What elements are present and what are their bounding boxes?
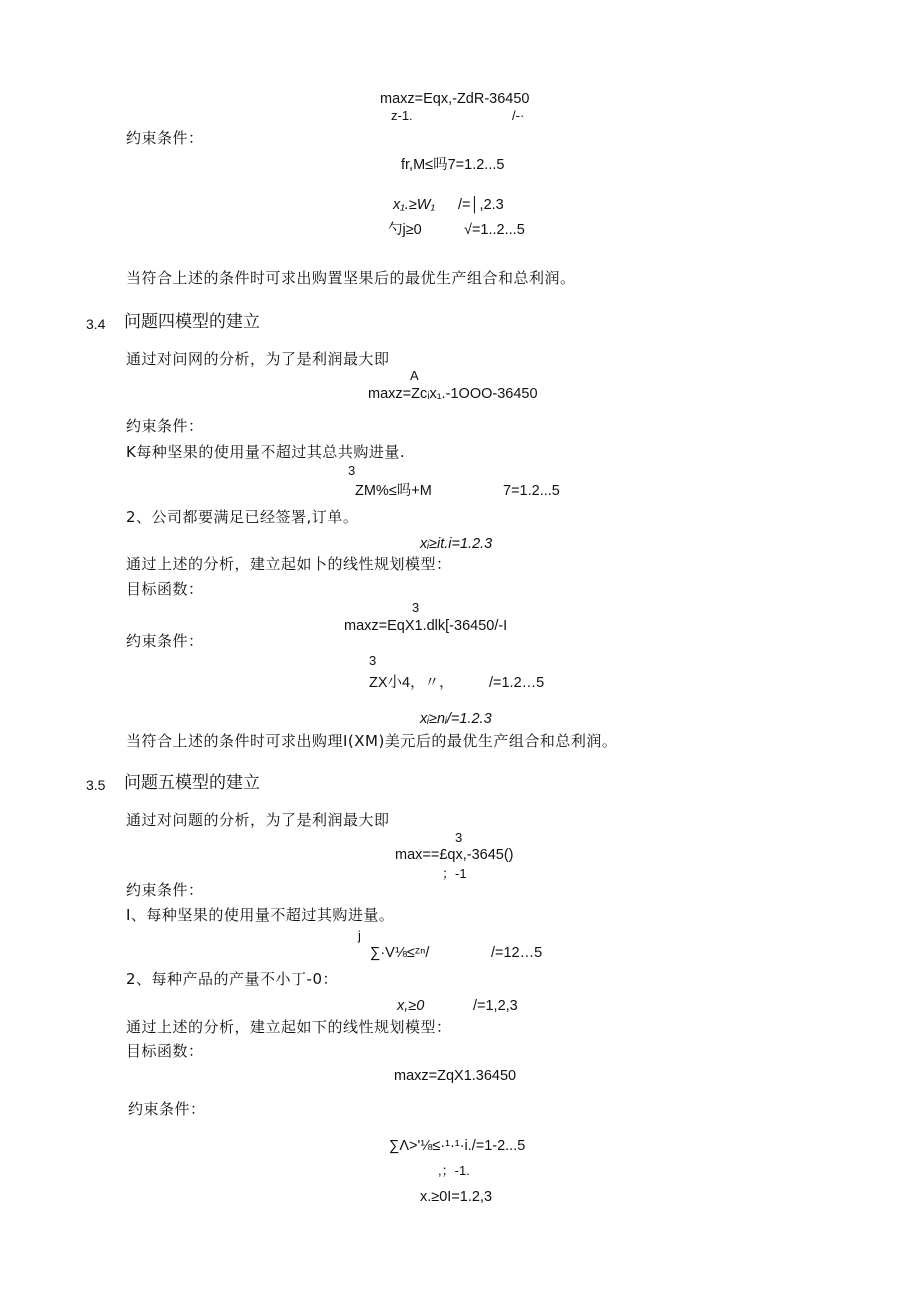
formula-superscript: 3 bbox=[348, 463, 356, 478]
constraint-label: 约束条件： bbox=[126, 129, 204, 147]
formula-subscript: ,；-1. bbox=[438, 1163, 470, 1178]
constraint-formula: fr,M≤吗7=1.2...5 bbox=[401, 157, 505, 173]
constraint-item: I、每种坚果的使用量不超过其购进量。 bbox=[126, 906, 395, 924]
constraint-label: 约束条件： bbox=[126, 417, 204, 435]
constraint-range: /=1,2,3 bbox=[473, 998, 518, 1014]
paragraph: 通过上述的分析，建立起如下的线性规划模型： bbox=[126, 1018, 452, 1036]
constraint-formula: ∑Λ>'⅛≤·¹·¹·i./=1-2...5 bbox=[389, 1138, 526, 1154]
constraint-formula: ZX小4，〃， bbox=[369, 675, 454, 691]
constraint-range: √=1..2...5 bbox=[464, 222, 525, 238]
constraint-formula: ZM%≤吗+M bbox=[355, 483, 432, 499]
formula-superscript: 3 bbox=[455, 830, 463, 845]
section-title: 问题四模型的建立 bbox=[124, 312, 260, 332]
constraint-formula: x,≥0 bbox=[397, 998, 425, 1014]
constraint-range: 7=1.2...5 bbox=[503, 483, 560, 499]
formula-subscript: ；-1 bbox=[442, 866, 467, 881]
constraint-formula: xᵢ≥it.i=1.2.3 bbox=[420, 536, 493, 552]
constraint-formula: xᵢ≥nᵢ/=1.2.3 bbox=[420, 711, 492, 727]
constraint-formula: x.≥0I=1.2,3 bbox=[420, 1189, 493, 1205]
constraint-label: 约束条件： bbox=[126, 881, 204, 899]
formula-superscript: 3 bbox=[369, 653, 377, 668]
objective-label: 目标函数： bbox=[126, 1042, 204, 1060]
section-number: 3.4 bbox=[86, 316, 106, 332]
formula-superscript: j bbox=[358, 928, 361, 943]
objective-label: 目标函数： bbox=[126, 580, 204, 598]
formula-superscript: 3 bbox=[412, 600, 420, 615]
paragraph: 通过对问题的分析，为了是利润最大即 bbox=[126, 811, 390, 829]
objective-formula: max==£qx,-3645() bbox=[395, 847, 514, 863]
constraint-range: /=│,2.3 bbox=[458, 197, 504, 213]
section-number: 3.5 bbox=[86, 777, 106, 793]
constraint-formula: 勺j≥0 bbox=[388, 222, 422, 238]
constraint-range: /=1.2…5 bbox=[489, 675, 545, 691]
objective-formula: maxz=EqX1.dlk[-36450/-I bbox=[344, 618, 508, 634]
formula-subscript: /-· bbox=[512, 108, 525, 123]
section-title: 问题五模型的建立 bbox=[124, 773, 260, 793]
conclusion-text: 当符合上述的条件时可求出购理I(XM)美元后的最优生产组合和总利润。 bbox=[126, 732, 618, 750]
objective-formula: maxz=Eqx,-ZdR-36450 bbox=[380, 91, 530, 107]
formula-superscript: A bbox=[410, 368, 419, 383]
constraint-label: 约束条件： bbox=[128, 1100, 206, 1118]
constraint-item: K每种坚果的使用量不超过其总共购进量. bbox=[126, 443, 406, 461]
objective-formula: maxz=Zcᵢx₁.-1OOO-36450 bbox=[368, 386, 538, 402]
objective-formula: maxz=ZqX1.36450 bbox=[394, 1068, 517, 1084]
paragraph: 通过上述的分析，建立起如卜的线性规划模型： bbox=[126, 555, 452, 573]
constraint-item: 2、每种产品的产量不小丁-0： bbox=[126, 970, 339, 988]
constraint-formula: ∑·V⅛≤ᶻⁿ/ bbox=[370, 945, 430, 961]
constraint-formula: x₁.≥W₁ bbox=[393, 197, 436, 213]
constraint-range: /=12…5 bbox=[491, 945, 543, 961]
constraint-item: 2、公司都要满足已经签署,订单。 bbox=[126, 508, 359, 526]
paragraph: 通过对问网的分析，为了是利润最大即 bbox=[126, 350, 390, 368]
constraint-label: 约束条件： bbox=[126, 632, 204, 650]
formula-subscript: z-1. bbox=[391, 108, 413, 123]
conclusion-text: 当符合上述的条件时可求出购置坚果后的最优生产组合和总利润。 bbox=[126, 269, 576, 287]
